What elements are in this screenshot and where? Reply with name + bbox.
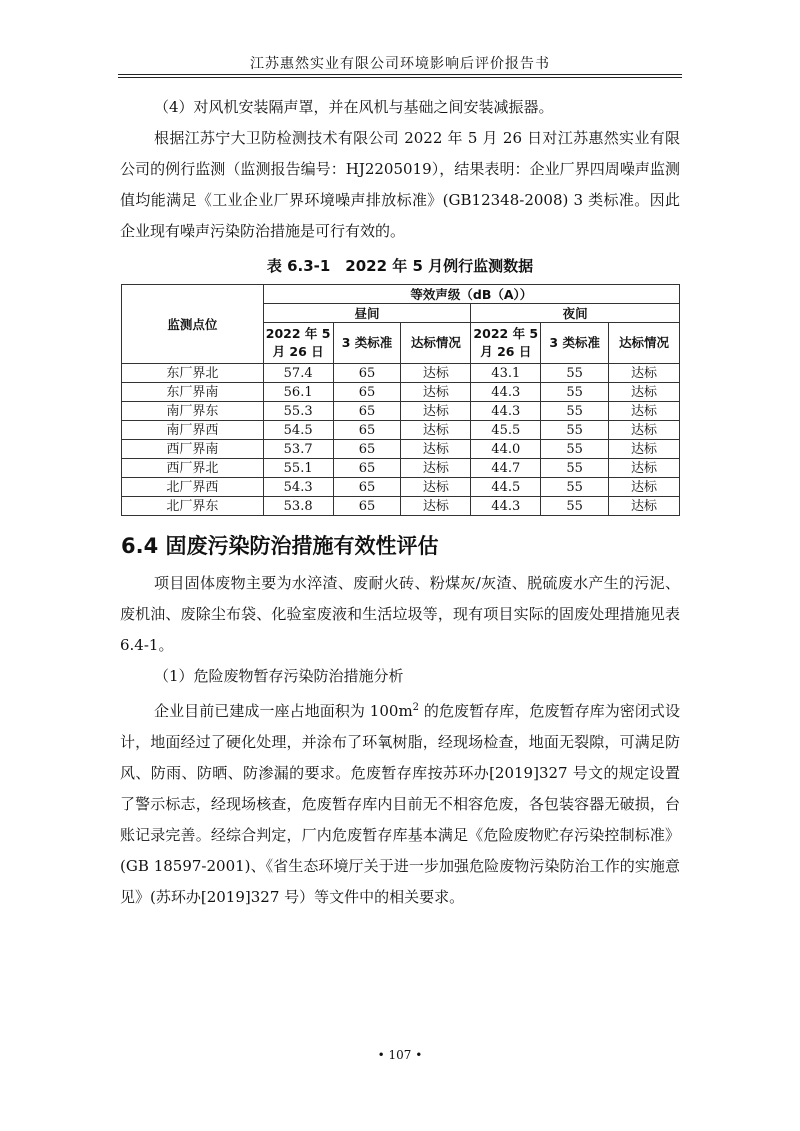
table-cell-night-status: 达标 (609, 459, 680, 478)
table-cell-night: 45.5 (471, 421, 541, 440)
table-cell-day: 54.5 (263, 421, 333, 440)
table-cell-day: 53.8 (263, 497, 333, 516)
col-level-header: 等效声级（dB（A）） (263, 285, 679, 304)
table-cell-day: 55.3 (263, 402, 333, 421)
page-number: • 107 • (377, 1048, 423, 1062)
section-intro: 项目固体废物主要为水淬渣、废耐火砖、粉煤灰/灰渣、脱硫废水产生的污泥、废机油、废除尘布袋、化验室废液和生活垃圾等，现有项目实际的固废处理措施见表 6.4-1。 (120, 574, 680, 654)
header-title: 江苏惠然实业有限公司环境影响后评价报告书 (250, 56, 550, 72)
table-cell-night: 44.7 (471, 459, 541, 478)
body-text-pre: 企业目前已建成一座占地面积为 100m (154, 702, 413, 720)
table-cell-day: 53.7 (263, 440, 333, 459)
table-cell-day-status: 达标 (401, 402, 471, 421)
table-cell-night-std: 55 (541, 478, 609, 497)
table-cell-day-std: 65 (333, 402, 401, 421)
table-cell-day-status: 达标 (401, 440, 471, 459)
table-cell-day-status: 达标 (401, 364, 471, 383)
table-cell-day-std: 65 (333, 364, 401, 383)
table-cell-night-status: 达标 (609, 440, 680, 459)
table-cell-day-std: 65 (333, 440, 401, 459)
table-row (122, 364, 680, 383)
table-cell-night: 44.3 (471, 497, 541, 516)
table-row (122, 440, 680, 459)
col-day-status-header: 达标情况 (401, 323, 471, 364)
table-cell-day-std: 65 (333, 497, 401, 516)
table-cell-night-status: 达标 (609, 383, 680, 402)
table-row (122, 459, 680, 478)
monitoring-table (121, 284, 680, 516)
table-cell-day: 54.3 (263, 478, 333, 497)
table-cell-day-status: 达标 (401, 497, 471, 516)
col-point-header: 监测点位 (122, 285, 264, 364)
table-cell-night-status: 达标 (609, 364, 680, 383)
body-text-post: 的危废暂存库，危废暂存库为密闭式设计，地面经过了硬化处理，并涂布了环氧树脂，经现场检查，地面无裂隙，可满足防风、防雨、防晒、防渗漏的要求。危废暂存库按苏环办[2019]327 号文的规定设置了警示标志，经现场核查，危废暂存库内目前无不相容危废，各包装容器无破损，台账记录完善。经综合判定，厂内危废暂存库基本满足《危险废物贮存污染控制标准》(GB 18597-2001)、《省生态环境厅关于进一步加强危险废物污染防治工作的实施意见》(苏环办[2019]327 号）等文件中的相关要求。 (120, 702, 680, 906)
hazardous-waste-paragraph (120, 692, 680, 913)
table-cell-day-status: 达标 (401, 383, 471, 402)
table-cell-day-std: 65 (333, 459, 401, 478)
table-cell-night: 43.1 (471, 364, 541, 383)
table-cell-day: 56.1 (263, 383, 333, 402)
table-row (122, 421, 680, 440)
table-cell-point: 北厂界东 (122, 497, 264, 516)
table-cell-day-status: 达标 (401, 478, 471, 497)
table-cell-point: 西厂界北 (122, 459, 264, 478)
table-cell-point: 南厂界西 (122, 421, 264, 440)
table-row (122, 478, 680, 497)
col-night-header: 夜间 (471, 304, 680, 323)
section-heading: 6.4 固废污染防治措施有效性评估 (121, 534, 439, 558)
table-cell-day-std: 65 (333, 383, 401, 402)
header-rule (118, 74, 682, 75)
table-cell-point: 东厂界南 (122, 383, 264, 402)
col-day-std-header: 3 类标准 (333, 323, 401, 364)
table-cell-night-status: 达标 (609, 421, 680, 440)
table-caption: 表 6.3-1 2022 年 5 月例行监测数据 (266, 257, 534, 275)
table-cell-point: 西厂界南 (122, 440, 264, 459)
superscript: 2 (412, 702, 420, 713)
table-cell-night: 44.3 (471, 383, 541, 402)
table-body (122, 364, 680, 516)
table-cell-night: 44.3 (471, 402, 541, 421)
measure-item-4: （4）对风机安装隔声罩，并在风机与基础之间安装减振器。 (154, 98, 554, 116)
table-cell-night-std: 55 (541, 364, 609, 383)
table-cell-point: 东厂界北 (122, 364, 264, 383)
table-cell-night-std: 55 (541, 459, 609, 478)
table-cell-night-status: 达标 (609, 402, 680, 421)
header-rule-double (118, 77, 682, 78)
table-row (122, 383, 680, 402)
col-night-std-header: 3 类标准 (541, 323, 609, 364)
col-day-header: 昼间 (263, 304, 471, 323)
noise-paragraph: 根据江苏宁大卫防检测技术有限公司 2022 年 5 月 26 日对江苏惠然实业有限公司的例行监测（监测报告编号：HJ2205019），结果表明：企业厂界四周噪声监测值均能满足《工业企业厂界环境噪声排放标准》(GB12348-2008) 3 类标准。因此企业现有噪声污染防治措施是可行有效的。 (120, 129, 680, 240)
table-cell-night-status: 达标 (609, 478, 680, 497)
table-cell-day: 57.4 (263, 364, 333, 383)
table-row (122, 497, 680, 516)
table-cell-point: 南厂界东 (122, 402, 264, 421)
col-night-date-header: 2022 年 5 月 26 日 (471, 323, 541, 364)
table-cell-day-std: 65 (333, 478, 401, 497)
table-cell-night: 44.5 (471, 478, 541, 497)
table-cell-day: 55.1 (263, 459, 333, 478)
table-cell-night-std: 55 (541, 421, 609, 440)
col-night-status-header: 达标情况 (609, 323, 680, 364)
table-cell-day-status: 达标 (401, 459, 471, 478)
table-cell-night: 44.0 (471, 440, 541, 459)
table-cell-night-std: 55 (541, 440, 609, 459)
table-cell-night-status: 达标 (609, 497, 680, 516)
subsection-heading: （1）危险废物暂存污染防治措施分析 (154, 667, 404, 685)
table-cell-night-std: 55 (541, 383, 609, 402)
table-row (122, 402, 680, 421)
table-cell-night-std: 55 (541, 497, 609, 516)
table-cell-day-status: 达标 (401, 421, 471, 440)
col-day-date-header: 2022 年 5 月 26 日 (263, 323, 333, 364)
table-cell-night-std: 55 (541, 402, 609, 421)
table-cell-point: 北厂界西 (122, 478, 264, 497)
table-cell-day-std: 65 (333, 421, 401, 440)
